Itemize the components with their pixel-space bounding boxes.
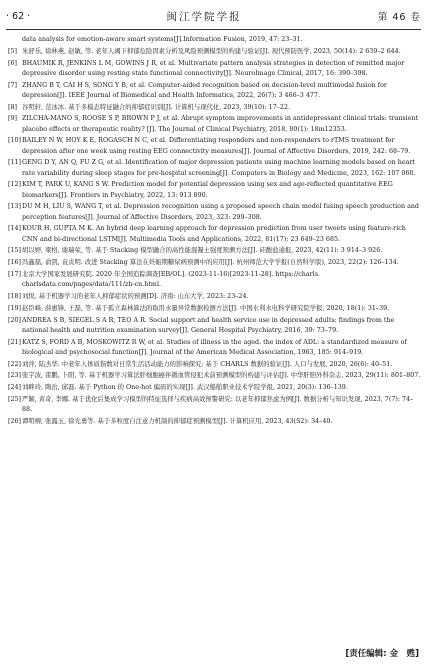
- reference-item: [8, 292, 421, 302]
- reference-number: [18]: [8, 292, 22, 300]
- reference-number: [14]: [8, 225, 22, 233]
- reference-item: [8, 180, 421, 200]
- reference-item: [8, 258, 421, 268]
- reference-number: [10]: [8, 137, 22, 145]
- reference-item: [8, 383, 421, 393]
- reference-text: 赵臣峰, 薛惠锋, 王磊, 等. 基于孤立森林算法的取用水量异常数据检测方法[J]. 中国水利水电科学研究院学报, 2020, 18(1): 31–39.: [22, 304, 390, 312]
- reference-item: [8, 224, 421, 244]
- reference-item: [8, 417, 421, 427]
- reference-number: [20]: [8, 316, 22, 324]
- responsible-editor: [责任编辑: 金 甦]: [345, 649, 419, 659]
- reference-number: [11]: [8, 159, 22, 167]
- reference-item: [8, 304, 421, 314]
- reference-text: ZILCHA-MANO S, ROOSE S P, BROWN P J, et al. Abrupt symptom improvements in antidepressant clinical trials: transient placebo effects or therapeutic reality? [J]. The Journal of Clinical Psychiatry, 2018, 80(1): 18m12353.: [22, 115, 419, 133]
- reference-text: KIM T, PARK U, KANG S W. Prediction model for potential depression using sex and age-reflected quantitative EEG biomarkers[J]. Frontiers in Psychiatry, 2022, 13: 913 890.: [22, 181, 393, 199]
- reference-number: [8]: [8, 103, 17, 111]
- reference-text: KATZ S, FORD A B, MOSKOWITZ R W, et al. Studies of illness in the aged. the index of ADL: a standardized measure of biological and psychosocial function[J]. Journal of the American Medical Association, 1963, 185: 914–919.: [22, 338, 407, 356]
- reference-text: 刘悦. 基于机器学习的老年人抑郁症状的预测[D]. 济南: 山东大学, 2023: 23–24.: [22, 292, 249, 300]
- reference-item: [8, 246, 421, 256]
- reference-item: [8, 59, 421, 79]
- reference-text: 谷明轩, 范冰冰. 基于多模态特征融合的抑郁症识别[J]. 计算机与现代化, 2023, 39(10): 17–22.: [22, 103, 291, 111]
- reference-number: [23]: [8, 372, 22, 380]
- reference-number: [17]: [8, 270, 22, 278]
- reference-item: [8, 35, 421, 45]
- reference-item: [8, 81, 421, 101]
- reference-item: [8, 136, 421, 156]
- reference-text: 刘萍, 陆杰华. 中老年人体质指数对日常生活活动能力的影响探究: 基于 CHARLS 数据的验证[J]. 人口与发展, 2020, 26(6): 40–51.: [22, 360, 393, 368]
- reference-text: ANDREA S B, SIEGEL S A R, TEO A R. Social support and health service use in depressed adults: findings from the national health and nutrition examination survey[J]. General Hospital Psychiatry, 2016, 39: 73–79.: [22, 316, 395, 334]
- reference-text: BAILEY N W, HOY K E, ROGASCH N C, et al. Differentiating responders and non-responders to rTMS treatment for depression after one week using resting EEG connectivity measures[J]. Journal of Affective Disorders, 2019, 242: 68–79.: [22, 137, 411, 155]
- reference-item: [8, 360, 421, 370]
- reference-text: 冯鑫磊, 俞凯, 袁贞明. 改进 Stacking 算法在妊娠期糖尿病预测中的应用[J]. 杭州师范大学学报(自然科学版), 2023, 22(2): 126–134.: [22, 259, 399, 267]
- reference-item: [8, 47, 421, 57]
- reference-item: [8, 158, 421, 178]
- reference-text: 北京大学国家发展研究院. 2020 年全国追踪调查[EB/OL]. (2023-11-16)[2023-11-28]. https://charls. charlsdata.com/pages/data/111/zh-cn.html.: [22, 270, 320, 289]
- reference-item: [8, 395, 421, 415]
- reference-text: GENG D Y, AN Q, FU Z G, et al. Identification of major depression patients using machine learning models based on heart rate variability during sleep stages for pre-hospital screening[J]. Computers in Biology and Medicine, 2023, 162: 107 060.: [22, 159, 416, 177]
- reference-number: [9]: [8, 115, 17, 123]
- reference-item: [8, 270, 421, 290]
- reference-item: [8, 202, 421, 222]
- reference-number: [26]: [8, 417, 22, 425]
- reference-list: [8, 35, 421, 429]
- reference-number: [16]: [8, 259, 22, 267]
- reference-item: [8, 338, 421, 358]
- reference-number: [22]: [8, 360, 22, 368]
- reference-item: [8, 114, 421, 134]
- reference-number: [6]: [8, 59, 17, 67]
- reference-number: [24]: [8, 384, 22, 392]
- reference-text: KOUR H, GUPTA M K. An hybrid deep learning approach for depression prediction from user tweets using feature-rich CNN and bi-directional LSTM[J]. Multimedia Tools and Applications, 2022, 81(17): 23 649–23 685.: [22, 225, 406, 243]
- reference-text: 谭明柳, 张露玉, 徐光勇等. 基于多粒度自注意力机制的抑郁症预测模型[J]. 计算机应用, 2023, 43(S2): 34–40.: [22, 417, 333, 425]
- reference-number: [25]: [8, 395, 22, 403]
- reference-text: 刘畔玲, 陶治, 邱磊. 基于 Python 的 One-hot 编码的实现[J]. 武汉船舶职业技术学院学报, 2021, 20(3): 136–139.: [22, 384, 348, 392]
- reference-number: [7]: [8, 81, 17, 89]
- reference-number: [12]: [8, 181, 22, 189]
- page-number: · 62 ·: [6, 10, 31, 22]
- reference-number: [5]: [8, 47, 17, 55]
- journal-title: 闽江学院学报: [166, 10, 242, 23]
- reference-item: [8, 316, 421, 336]
- reference-number: [19]: [8, 304, 22, 312]
- page-header: [6, 8, 421, 24]
- reference-number: [15]: [8, 247, 22, 255]
- reference-number: [21]: [8, 338, 22, 346]
- reference-text: BHAUMIK R, JENKINS L M, GOWINS J R, et al. Multivariate pattern analysis strategies in detection of remitted major depressive disorder using resting state functional connectivity[J]. NeuroImage Clinical, 2017, 16: 390–398.: [22, 59, 405, 77]
- reference-text: ZHANG B T, CAI H S, SONG Y B, et al. Computer-aided recognition based on decision-level multimodal fusion for depression[J]. IEEE Journal of Biomedical and Health Informatics, 2022, 26(7): 3 466–3 477.: [22, 81, 387, 99]
- reference-text: 胡以婷, 梁格, 谢瑞荣, 等. 基于 Stacking 模型融合的高性能混凝土强度预测方法[J]. 硅酸盐通报, 2023, 42(11): 3 914–3 926.: [22, 247, 383, 255]
- reference-item: [8, 103, 421, 113]
- header-rule: [6, 29, 421, 30]
- reference-text: DU M H, LIU S, WANG T, et al. Depression recognition using a proposed speech chain model fusing speech production and perception features[J]. Journal of Affective Disorders, 2023, 323: 299–308.: [22, 203, 419, 221]
- reference-text: 张宇波, 雷鹏, 卜阳, 等. 基于机器学习算法肝细胞癌伴微血管侵犯术前预测模型的构建与评估[J]. 中华肝胆外科杂志, 2023, 29(11): 801–807.: [22, 372, 421, 380]
- reference-text: data analysis for emotion-aware smart systems[J].Information Fusion, 2019, 47: 23–31.: [22, 36, 303, 43]
- reference-text: 严颖, 黄奇, 李娜. 基于优化后集成学习模型的特征选择与疾病高效预警研究: 以老年抑郁焦虑为例[J]. 数据分析与知识发现, 2023, 7(7): 74–88.: [22, 395, 414, 414]
- reference-number: [13]: [8, 203, 22, 211]
- reference-item: [8, 371, 421, 381]
- volume-label: 第 46 卷: [377, 12, 421, 23]
- reference-text: 朱舒乐, 徐林燕, 赵敏, 等. 老年人阈下抑郁危险因素分析及风险预测模型的构建与验证[J]. 现代预防医学, 2023, 50(14): 2 639–2 644.: [22, 47, 401, 55]
